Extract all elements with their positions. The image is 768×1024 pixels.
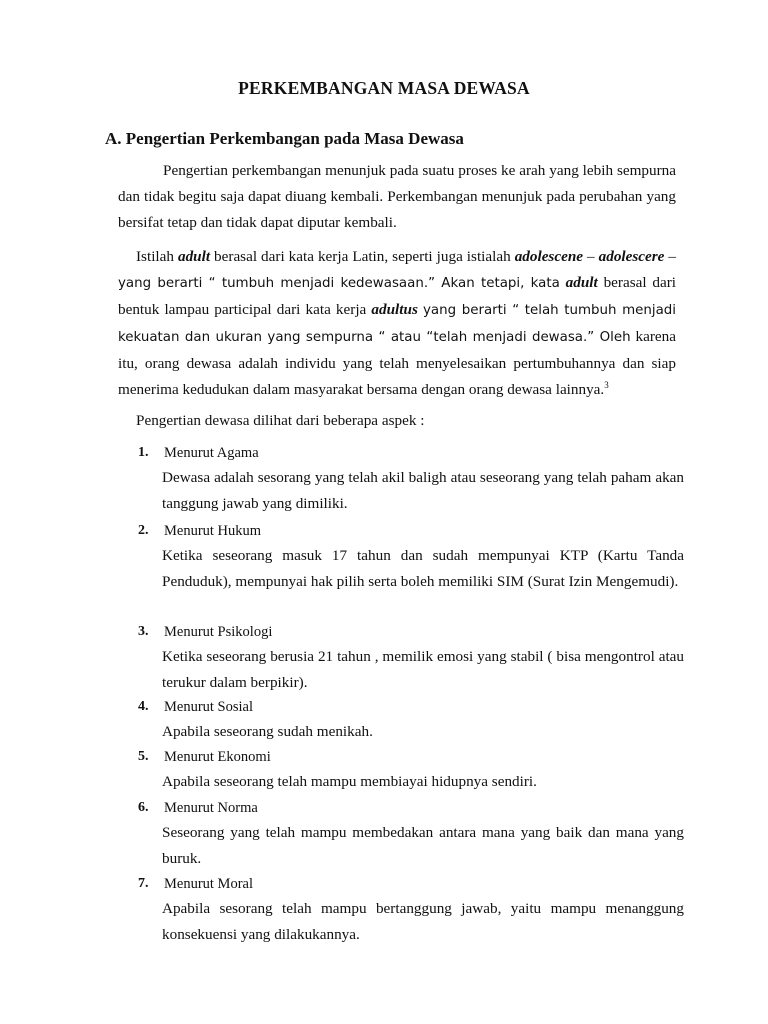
list-item-label: Menurut Agama bbox=[164, 444, 259, 461]
list-item bbox=[138, 872, 684, 948]
list-item-label: Menurut Norma bbox=[164, 799, 258, 816]
term-adult: adult bbox=[565, 274, 598, 291]
text-run: – bbox=[583, 248, 599, 265]
list-item bbox=[138, 796, 684, 872]
list-item-number: 2. bbox=[138, 523, 149, 538]
term-adult: adult bbox=[177, 248, 211, 265]
text-run: Istilah bbox=[136, 248, 178, 265]
text-run: yang berarti “ tumbuh menjadi kedewasaan.” Akan tetapi, kata bbox=[118, 276, 560, 291]
list-item-description: Dewasa adalah sesorang yang telah akil baligh atau seseorang yang telah paham akan tanggung jawab yang dimiliki. bbox=[162, 469, 684, 512]
list-item-label: Menurut Ekonomi bbox=[164, 748, 271, 765]
list-item-label: Menurut Sosial bbox=[164, 698, 254, 715]
list-item-label: Menurut Moral bbox=[164, 875, 253, 892]
term-adolescene: adolescene bbox=[514, 248, 584, 265]
list-item-number: 3. bbox=[138, 624, 149, 639]
text-run: berasal dari kata kerja Latin, seperti juga istialah bbox=[210, 248, 515, 265]
term-adolescere: adolescere bbox=[598, 248, 665, 265]
section-heading: A. Pengertian Perkembangan pada Masa Dewasa bbox=[105, 129, 464, 148]
list-item-number: 1. bbox=[138, 445, 149, 460]
paragraph-definition: Pengertian perkembangan menunjuk pada suatu proses ke arah yang lebih sempurna dan tidak begitu saja dapat diuang kembali. Perkembangan menunjuk pada perubahan yang bersifat tetap dan tidak dapat diputar kembali. bbox=[118, 162, 676, 231]
document-title: PERKEMBANGAN MASA DEWASA bbox=[238, 78, 530, 98]
list-item-number: 5. bbox=[138, 749, 149, 764]
list-item-number: 6. bbox=[138, 800, 149, 815]
list-item-description: Ketika seseorang masuk 17 tahun dan sudah mempunyai KTP (Kartu Tanda Penduduk), mempunyai hak pilih serta boleh memiliki SIM (Surat Izin Mengemudi). bbox=[162, 547, 684, 590]
list-item bbox=[138, 745, 684, 795]
list-item-description: Apabila seseorang sudah menikah. bbox=[162, 723, 373, 740]
list-item-description: Seseorang yang telah mampu membedakan antara mana yang baik dan mana yang buruk. bbox=[162, 824, 684, 867]
term-adultus: adultus bbox=[371, 301, 418, 318]
list-item bbox=[138, 441, 684, 517]
list-item bbox=[138, 695, 684, 745]
list-item-number: 7. bbox=[138, 876, 149, 891]
paragraph-etymology bbox=[118, 244, 676, 403]
list-item-label: Menurut Psikologi bbox=[164, 623, 273, 640]
list-item-number: 4. bbox=[138, 699, 149, 714]
text-run: karena itu, orang dewasa adalah individu yang telah menyelesaikan pertumbuhannya dan siap menerima kedudukan dalam masyarakat bersama dengan orang dewasa lainnya. bbox=[118, 328, 676, 398]
list-item-description: Ketika seseorang berusia 21 tahun , memilik emosi yang stabil ( bisa mengontrol atau terukur dalam berpikir). bbox=[162, 648, 684, 691]
footnote-marker: 3 bbox=[604, 379, 609, 390]
list-item-description: Apabila seseorang telah mampu membiayai hidupnya sendiri. bbox=[162, 773, 537, 790]
list-item bbox=[138, 620, 684, 696]
text-run: – bbox=[664, 248, 677, 265]
text-run: berasal dari bentuk lampau participal dari kata kerja bbox=[118, 274, 677, 318]
list-item-description: Apabila sesorang telah mampu bertanggung jawab, yaitu mampu menanggung konsekuensi yang dilakukannya. bbox=[162, 900, 684, 943]
list-item-label: Menurut Hukum bbox=[164, 522, 262, 539]
paragraph-aspects-intro: Pengertian dewasa dilihat dari beberapa aspek : bbox=[136, 412, 425, 429]
text-run: yang berarti “ telah tumbuh menjadi kekuatan dan ukuran yang sempurna “ atau “telah menjadi dewasa.” Oleh bbox=[118, 303, 676, 345]
list-item bbox=[138, 519, 684, 595]
